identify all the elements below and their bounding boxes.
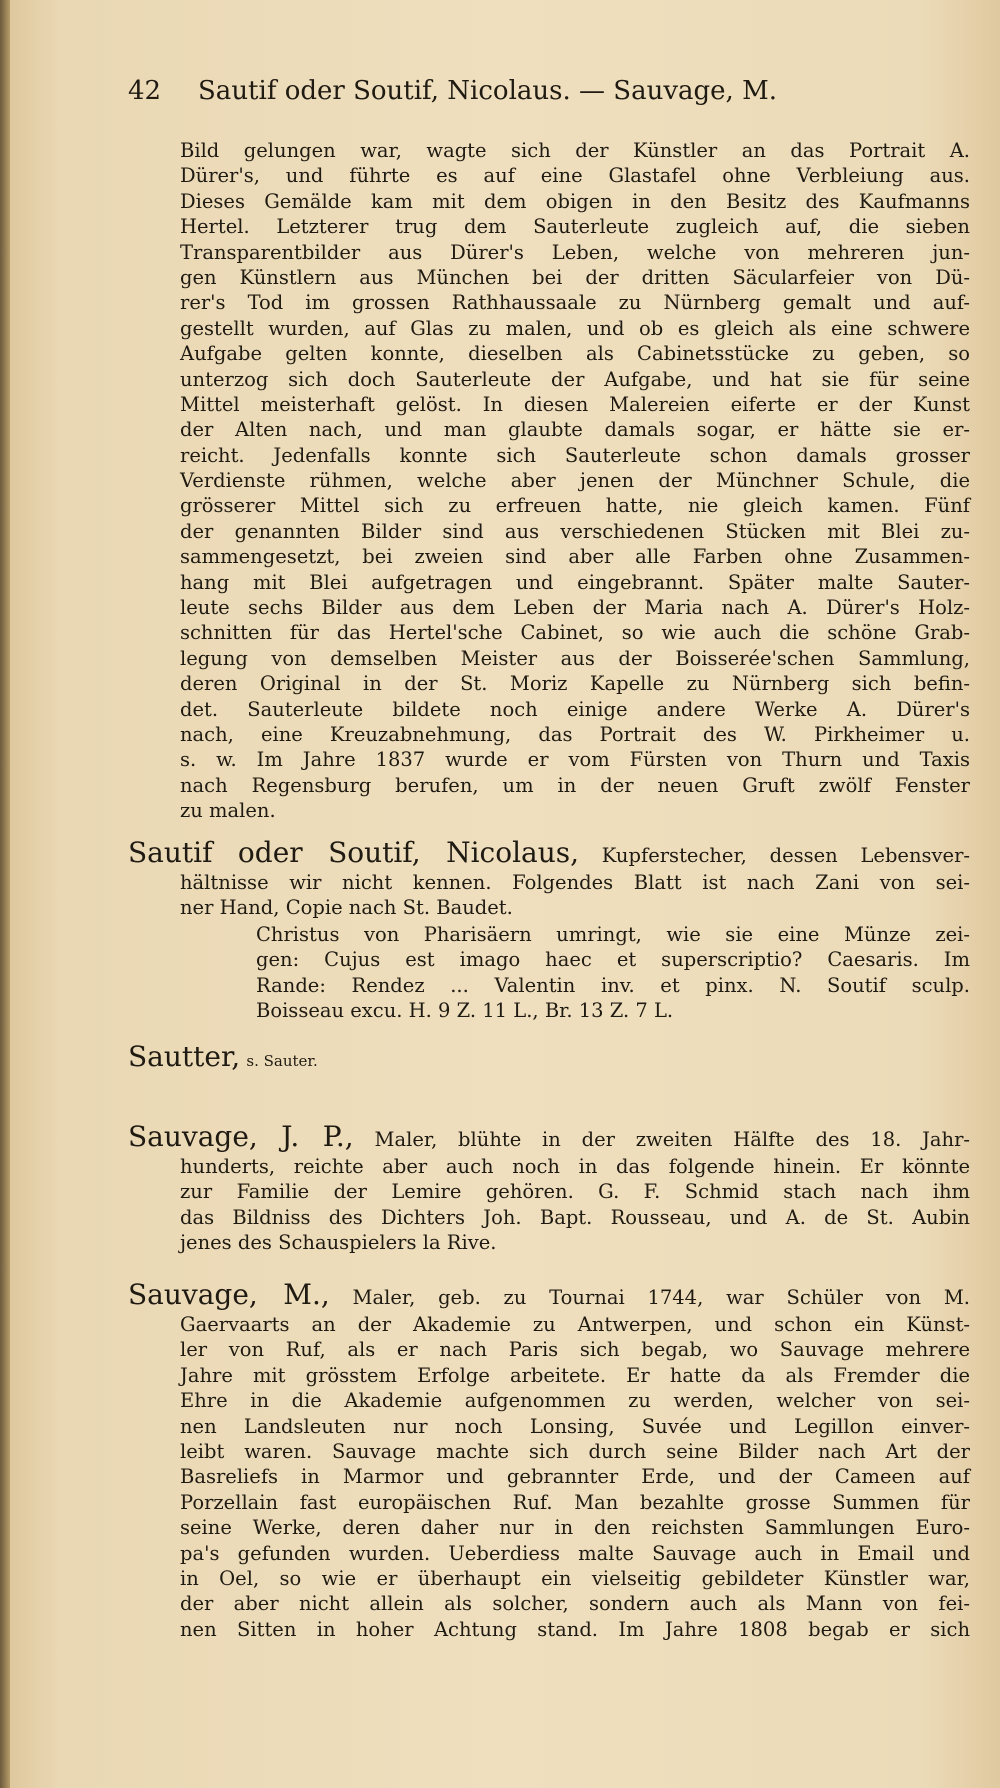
text-line: Christus von Pharisäern umringt, wie sie eine Münze zei- [256, 923, 970, 946]
entry-text: Kupferstecher, dessen Lebensver- [601, 844, 971, 867]
binding-edge [0, 0, 10, 1788]
page-number: 42 [128, 76, 162, 106]
text-line: Hertel. Letzterer trug dem Sauterleute zugleich auf, die sieben [180, 215, 970, 239]
running-title: Sautif oder Soutif, Nicolaus. — Sauvage, M. [198, 76, 777, 106]
entry-headword: Sauvage, M., [128, 1278, 330, 1311]
entry-sautif [128, 836, 970, 870]
text-line: zur Familie der Lemire gehören. G. F. Schmid stach nach ihm [180, 1180, 970, 1204]
text-line: reicht. Jedenfalls konnte sich Sauterleute schon damals grosser [180, 443, 970, 467]
text-line: hang mit Blei aufgetragen und eingebrannt. Später malte Sauter- [180, 570, 970, 594]
entry-sauvage-jp [128, 1120, 970, 1154]
text-line: jenes des Schauspielers la Rive. [180, 1231, 497, 1255]
entry-sauvage-m-body [180, 1312, 970, 1642]
text-line: gestellt wurden, auf Glas zu malen, und ob es gleich als eine schwere [180, 316, 970, 340]
text-line: legung von demselben Meister aus der Boisserée'schen Sammlung, [180, 646, 970, 670]
text-line: Porzellain fast europäischen Ruf. Man bezahlte grosse Summen für [180, 1490, 970, 1514]
text-line: der Alten nach, und man glaubte damals sogar, er hätte sie er- [180, 418, 970, 442]
entry-headword: Sauvage, J. P., [128, 1120, 354, 1153]
text-line: s. w. Im Jahre 1837 wurde er vom Fürsten von Thurn und Taxis [180, 748, 970, 772]
text-line: schnitten für das Hertel'sche Cabinet, so wie auch die schöne Grab- [180, 621, 970, 645]
entry-headword: Sautif oder Soutif, Nicolaus, [128, 836, 580, 869]
text-line: Basreliefs in Marmor und gebrannter Erde, und der Cameen auf [180, 1465, 970, 1489]
entry-sauvage-jp-body [180, 1154, 970, 1256]
continuation-paragraph [180, 138, 970, 824]
entry-text: Maler, blühte in der zweiten Hälfte des 18. Jahr- [374, 1128, 970, 1151]
text-line: der aber nicht allein als solcher, sondern auch als Mann von fei- [180, 1592, 970, 1616]
entry-sautif-work [256, 922, 970, 1024]
text-line: leibt waren. Sauvage machte sich durch seine Bilder nach Art der [180, 1439, 970, 1463]
text-line: seine Werke, deren daher nur in den reichsten Sammlungen Euro- [180, 1516, 970, 1540]
text-line: rer's Tod im grossen Rathhaussaale zu Nürnberg gemalt und auf- [180, 291, 970, 315]
text-line: leute sechs Bilder aus dem Leben der Maria nach A. Dürer's Holz- [180, 596, 970, 620]
text-line: ler von Ruf, als er nach Paris sich begab, wo Sauvage mehrere [180, 1338, 970, 1362]
text-line: zu malen. [180, 799, 276, 823]
text-line: gen: Cujus est imago haec et superscriptio? Caesaris. Im [256, 948, 970, 972]
text-line: nach, eine Kreuzabnehmung, das Portrait des W. Pirkheimer u. [180, 722, 970, 746]
text-line: Dieses Gemälde kam mit dem obigen in den Besitz des Kaufmanns [180, 189, 970, 213]
text-line: Gaervaarts an der Akademie zu Antwerpen, und schon ein Künst- [180, 1313, 970, 1336]
entry-sautif-body [180, 870, 970, 921]
entry-sautter [128, 1040, 970, 1074]
text-line: Rande: Rendez ... Valentin inv. et pinx. N. Soutif sculp. [256, 973, 970, 997]
entry-sauvage-m [128, 1278, 970, 1312]
running-header [128, 76, 928, 106]
text-line: unterzog sich doch Sauterleute der Aufgabe, und hat sie für seine [180, 367, 970, 391]
text-line: der genannten Bilder sind aus verschiedenen Stücken mit Blei zu- [180, 519, 970, 543]
text-line: Bild gelungen war, wagte sich der Künstler an das Portrait A. [180, 139, 970, 162]
text-line: Ehre in die Akademie aufgenommen zu werden, welcher von sei- [180, 1389, 970, 1413]
entry-headword: Sautter, [128, 1040, 241, 1073]
text-line: das Bildniss des Dichters Joh. Bapt. Rousseau, und A. de St. Aubin [180, 1205, 970, 1229]
text-line: nach Regensburg berufen, um in der neuen Gruft zwölf Fenster [180, 773, 970, 797]
text-line: deren Original in der St. Moriz Kapelle zu Nürnberg sich befin- [180, 672, 970, 696]
text-line: Aufgabe gelten konnte, dieselben als Cabinetsstücke zu geben, so [180, 342, 970, 366]
text-line: Verdienste rühmen, welche aber jenen der Münchner Schule, die [180, 469, 970, 493]
text-line: Transparentbilder aus Dürer's Leben, welche von mehreren jun- [180, 240, 970, 264]
entry-text: s. Sauter. [246, 1052, 318, 1070]
text-line: Boisseau excu. H. 9 Z. 11 L., Br. 13 Z. 7 L. [256, 999, 674, 1023]
text-line: sammengesetzt, bei zweien sind aber alle Farben ohne Zusammen- [180, 545, 970, 569]
text-line: nen Sitten in hoher Achtung stand. Im Jahre 1808 begab er sich [180, 1617, 970, 1641]
text-line: hältnisse wir nicht kennen. Folgendes Blatt ist nach Zani von sei- [180, 871, 970, 894]
text-line: det. Sauterleute bildete noch einige andere Werke A. Dürer's [180, 697, 970, 721]
text-line: pa's gefunden wurden. Ueberdiess malte Sauvage auch in Email und [180, 1541, 970, 1565]
entry-text: Maler, geb. zu Tournai 1744, war Schüler von M. [352, 1286, 971, 1309]
text-line: grösserer Mittel sich zu erfreuen hatte, nie gleich kamen. Fünf [180, 494, 970, 518]
text-line: hunderts, reichte aber auch noch in das folgende hinein. Er könnte [180, 1155, 970, 1178]
text-line: Dürer's, und führte es auf eine Glastafel ohne Verbleiung aus. [180, 164, 970, 188]
text-line: gen Künstlern aus München bei der dritten Säcularfeier von Dü- [180, 265, 970, 289]
text-line: Jahre mit grösstem Erfolge arbeitete. Er hatte da als Fremder die [180, 1363, 970, 1387]
text-line: nen Landsleuten nur noch Lonsing, Suvée und Legillon einver- [180, 1414, 970, 1438]
text-line: Mittel meisterhaft gelöst. In diesen Malereien eiferte er der Kunst [180, 392, 970, 416]
text-line: ner Hand, Copie nach St. Baudet. [180, 896, 513, 920]
text-line: in Oel, so wie er überhaupt ein vielseitig gebildeter Künstler war, [180, 1566, 970, 1590]
